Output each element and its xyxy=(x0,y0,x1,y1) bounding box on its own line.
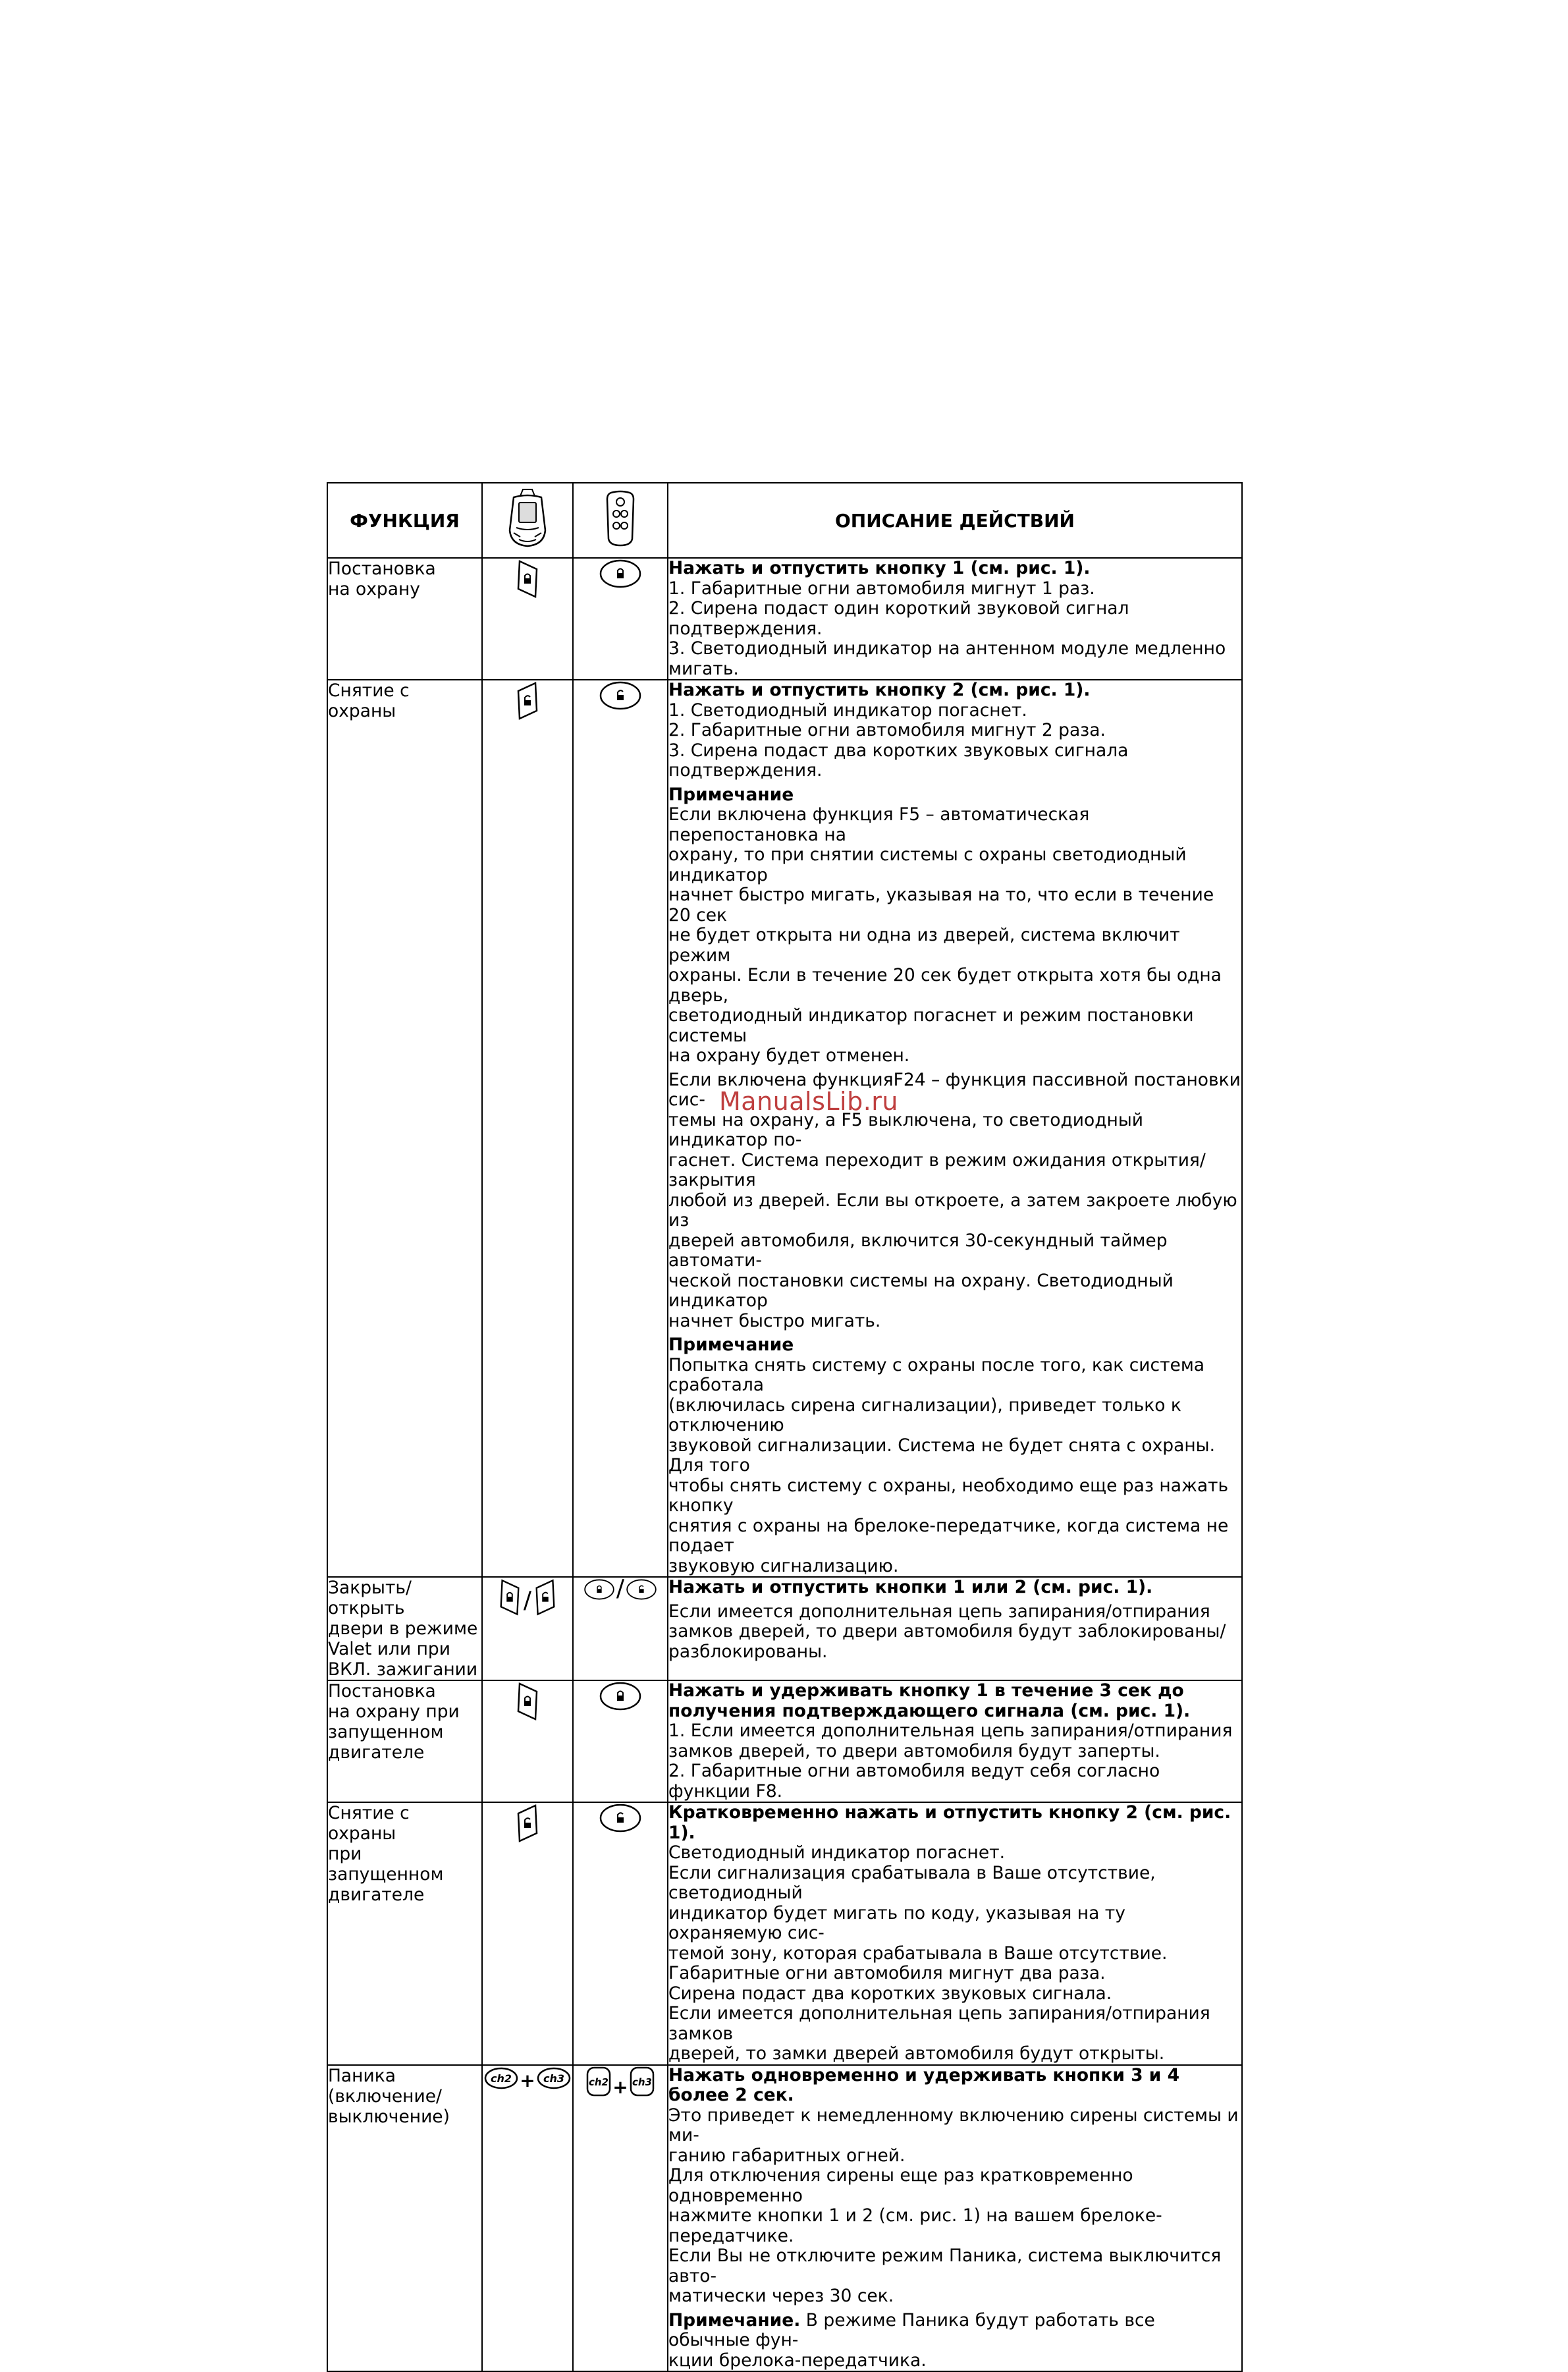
remote2-button-cell xyxy=(573,1577,668,1680)
note-line: охрану, то при снятии системы с охраны светодиодный индикатор xyxy=(668,844,1187,885)
paragraph-line: Если включена функцияF24 – функция пассивной постановки сис- xyxy=(668,1069,1241,1110)
description-line: 2. Габаритные огни автомобиля ведут себя согласно функции F8. xyxy=(668,1761,1160,1802)
unlock-button-icon xyxy=(514,680,541,721)
secondary-remote-icon xyxy=(603,489,637,548)
function-text: Снятие с охраны xyxy=(328,680,410,721)
description-cell xyxy=(668,1577,1242,1680)
paragraph-line: темы на охрану, а F5 выключена, то светодиодный индикатор по- xyxy=(668,1109,1143,1150)
remote1-button-cell xyxy=(482,2065,573,2372)
final-note xyxy=(668,2311,1241,2351)
lock-round-button-icon xyxy=(599,1681,642,1711)
paragraph-line: ческой постановки системы на охрану. Светодиодный индикатор xyxy=(668,1270,1174,1311)
note-line: охраны. Если в течение 20 сек будет открыта хотя бы одна дверь, xyxy=(668,965,1222,1006)
description-cell xyxy=(668,1802,1242,2065)
function-text: Закрыть/открыть xyxy=(328,1578,412,1618)
table-row xyxy=(327,1680,1242,1802)
note-line: не будет открыта ни одна из дверей, система включит режим xyxy=(668,925,1180,966)
note-line: начнет быстро мигать, указывая на то, что если в течение 20 сек xyxy=(668,885,1214,925)
plus-sign: + xyxy=(520,2069,535,2091)
unlock-round-button-icon xyxy=(599,680,642,711)
description-line: Если Вы не отключите режим Паника, система выключится авто- xyxy=(668,2246,1222,2286)
description-cell xyxy=(668,558,1242,680)
description-line: 1. Светодиодный индикатор погаснет. xyxy=(668,700,1027,721)
note-line: светодиодный индикатор погаснет и режим постановки системы xyxy=(668,1005,1194,1046)
function-text: (включение/ xyxy=(328,2085,442,2107)
description-line: Это приведет к немедленному включению сирены системы и ми- xyxy=(668,2105,1239,2145)
main-remote-icon xyxy=(504,487,551,550)
description-line: замков дверей, то двери автомобиля будут заблокированы/ xyxy=(668,1621,1226,1641)
function-text: запущенном xyxy=(328,1722,444,1742)
lock-button-icon xyxy=(514,559,541,599)
note-label: Примечание xyxy=(668,784,794,805)
table-row xyxy=(327,2065,1242,2372)
remote1-button-cell xyxy=(482,558,573,680)
description-line: Если имеется дополнительная цепь запирания/отпирания замков xyxy=(668,2003,1210,2044)
lock-button-icon xyxy=(514,1681,541,1722)
function-text: на охрану xyxy=(328,579,420,599)
icon-separator: / xyxy=(616,1575,625,1602)
function-cell xyxy=(327,558,482,680)
note-line: звуковой сигнализации. Система не будет снята с охраны. Для того xyxy=(668,1435,1216,1476)
description-title: Кратковременно нажать и отпустить кнопку 2 (см. рис. 1). xyxy=(668,1802,1231,1843)
function-text: выключение) xyxy=(328,2106,450,2127)
function-cell xyxy=(327,2065,482,2372)
ch2-square-button-icon xyxy=(585,2066,612,2097)
lock-round-button-icon xyxy=(583,1578,615,1601)
paragraph-line: начнет быстро мигать. xyxy=(668,1310,881,1331)
ch3-button-icon xyxy=(536,2066,572,2091)
description-line: 3. Сирена подаст два коротких звуковых сигнала подтверждения. xyxy=(668,740,1129,781)
description-line: индикатор будет мигать по коду, указывая на ту охраняемую сис- xyxy=(668,1902,1125,1943)
note-line: Попытка снять систему с охраны после того, как система сработала xyxy=(668,1354,1205,1395)
function-cell xyxy=(327,1802,482,2065)
table-row xyxy=(327,1577,1242,1680)
ch2-button-icon xyxy=(483,2066,519,2091)
description-line: разблокированы. xyxy=(668,1641,828,1662)
function-cell xyxy=(327,1680,482,1802)
remote1-button-cell xyxy=(482,680,573,1577)
ch2-label: ch2 xyxy=(491,2072,512,2085)
description-title: Нажать и отпустить кнопки 1 или 2 (см. рис. 1). xyxy=(668,1577,1153,1597)
unlock-round-button-icon xyxy=(626,1578,657,1601)
remote2-button-cell xyxy=(573,1802,668,2065)
final-note-lead: Примечание. xyxy=(668,2309,801,2331)
note-line: звуковую сигнализацию. xyxy=(668,1555,899,1576)
description-cell xyxy=(668,2065,1242,2372)
watermark: ManualsLib.ru xyxy=(719,1087,899,1116)
description-line: 3. Светодиодный индикатор на антенном модуле медленно xyxy=(668,638,1226,659)
description-line: Если сигнализация срабатывала в Ваше отсутствие, светодиодный xyxy=(668,1862,1156,1903)
function-text: двери в режиме xyxy=(328,1618,478,1639)
description-line: дверей, то замки дверей автомобиля будут открыты. xyxy=(668,2043,1165,2064)
header-remote-2 xyxy=(573,483,668,558)
description-line: кции брелока-передатчика. xyxy=(668,2350,927,2371)
description-line: 1. Габаритные огни автомобиля мигнут 1 раз. xyxy=(668,578,1095,599)
icon-separator: / xyxy=(523,1587,532,1614)
table-row xyxy=(327,680,1242,1577)
paragraph-line: дверей автомобиля, включится 30-секундный таймер автомати- xyxy=(668,1230,1168,1271)
description-line: замков дверей, то двери автомобиля будут заперты. xyxy=(668,1740,1160,1761)
lock-button-icon xyxy=(497,1578,522,1617)
function-text: Постановка xyxy=(328,559,436,579)
function-text: Постановка xyxy=(328,1681,436,1701)
description-title: Нажать и отпустить кнопку 2 (см. рис. 1). xyxy=(668,680,1091,700)
note-line: на охрану будет отменен. xyxy=(668,1045,910,1066)
function-cell xyxy=(327,680,482,1577)
description-line: мигать. xyxy=(668,658,739,679)
description-line: Если имеется дополнительная цепь запирания/отпирания xyxy=(668,1601,1210,1622)
note-label: Примечание xyxy=(668,1335,794,1355)
note-line: (включилась сирена сигнализации), приведет только к отключению xyxy=(668,1394,1181,1435)
function-text: Паника xyxy=(328,2065,396,2086)
description-title: Нажать и отпустить кнопку 1 (см. рис. 1). xyxy=(668,558,1091,578)
paragraph-line: любой из дверей. Если вы откроете, а затем закроете любую из xyxy=(668,1190,1237,1230)
ch3-label: ch3 xyxy=(543,2072,564,2085)
table-row xyxy=(327,1802,1242,2065)
table-row xyxy=(327,558,1242,680)
description-line: 2. Габаритные огни автомобиля мигнут 2 раза. xyxy=(668,720,1106,740)
function-text: ВКЛ. зажигании xyxy=(328,1659,478,1680)
table-header-row xyxy=(327,483,1242,558)
description-line: матически через 30 сек. xyxy=(668,2286,894,2306)
description-title: Нажать и удерживать кнопку 1 в течение 3 сек до получения подтверждающего сигнала (см. рис. 1). xyxy=(668,1680,1191,1721)
description-line: Для отключения сирены еще раз кратковременно одновременно xyxy=(668,2165,1133,2206)
unlock-round-button-icon xyxy=(599,1803,642,1833)
description-line: 2. Сирена подаст один короткий звуковой сигнал подтверждения. xyxy=(668,598,1129,639)
description-title: Нажать одновременно и удерживать кнопки 3 и 4 более 2 сек. xyxy=(668,2064,1180,2105)
description-line: ганию габаритных огней. xyxy=(668,2145,906,2166)
function-text: при запущенном xyxy=(328,1844,444,1885)
ch2-label: ch2 xyxy=(589,2076,609,2088)
remote1-button-cell xyxy=(482,1680,573,1802)
function-cell xyxy=(327,1577,482,1680)
ch3-label: ch3 xyxy=(632,2076,652,2088)
description-cell xyxy=(668,1680,1242,1802)
header-description: ОПИСАНИЕ ДЕЙСТВИЙ xyxy=(668,483,1242,558)
header-remote-1 xyxy=(482,483,573,558)
unlock-button-icon xyxy=(533,1578,558,1617)
function-table xyxy=(327,482,1243,2372)
remote2-button-cell xyxy=(573,2065,668,2372)
paragraph-line: гаснет. Система переходит в режим ожидания открытия/закрытия xyxy=(668,1149,1206,1190)
function-text: двигателе xyxy=(328,1742,425,1763)
description-line: Светодиодный индикатор погаснет. xyxy=(668,1842,1006,1863)
function-text: на охрану при xyxy=(328,1701,460,1722)
remote2-button-cell xyxy=(573,558,668,680)
remote2-button-cell xyxy=(573,680,668,1577)
note-line: Если включена функция F5 – автоматическая перепостановка на xyxy=(668,804,1090,845)
plus-sign: + xyxy=(612,2076,628,2098)
remote1-button-cell xyxy=(482,1802,573,2065)
description-line: темой зону, которая срабатывала в Ваше отсутствие. xyxy=(668,1943,1168,1964)
remote1-button-cell xyxy=(482,1577,573,1680)
function-text: двигателе xyxy=(328,1885,425,1905)
header-function: ФУНКЦИЯ xyxy=(327,483,482,558)
note-line: снятия с охраны на брелоке-передатчике, когда система не подает xyxy=(668,1515,1229,1556)
final-note-rest: В режиме Паника будут работать все обычные фун- xyxy=(668,2309,1155,2350)
remote2-button-cell xyxy=(573,1680,668,1802)
description-line: Габаритные огни автомобиля мигнут два раза. xyxy=(668,1963,1106,1983)
note-line: чтобы снять систему с охраны, необходимо еще раз нажать кнопку xyxy=(668,1475,1229,1516)
description-line: нажмите кнопки 1 и 2 (см. рис. 1) на вашем брелоке-передатчике. xyxy=(668,2205,1162,2246)
function-text: Valet или при xyxy=(328,1639,450,1659)
description-line: 1. Если имеется дополнительная цепь запирания/отпирания xyxy=(668,1721,1233,1741)
lock-round-button-icon xyxy=(599,559,642,589)
description-cell xyxy=(668,680,1242,1577)
function-text: Снятие с охраны xyxy=(328,1803,410,1844)
ch3-square-button-icon xyxy=(629,2066,655,2097)
unlock-button-icon xyxy=(514,1803,541,1844)
description-line: Сирена подаст два коротких звуковых сигнала. xyxy=(668,1983,1112,2004)
